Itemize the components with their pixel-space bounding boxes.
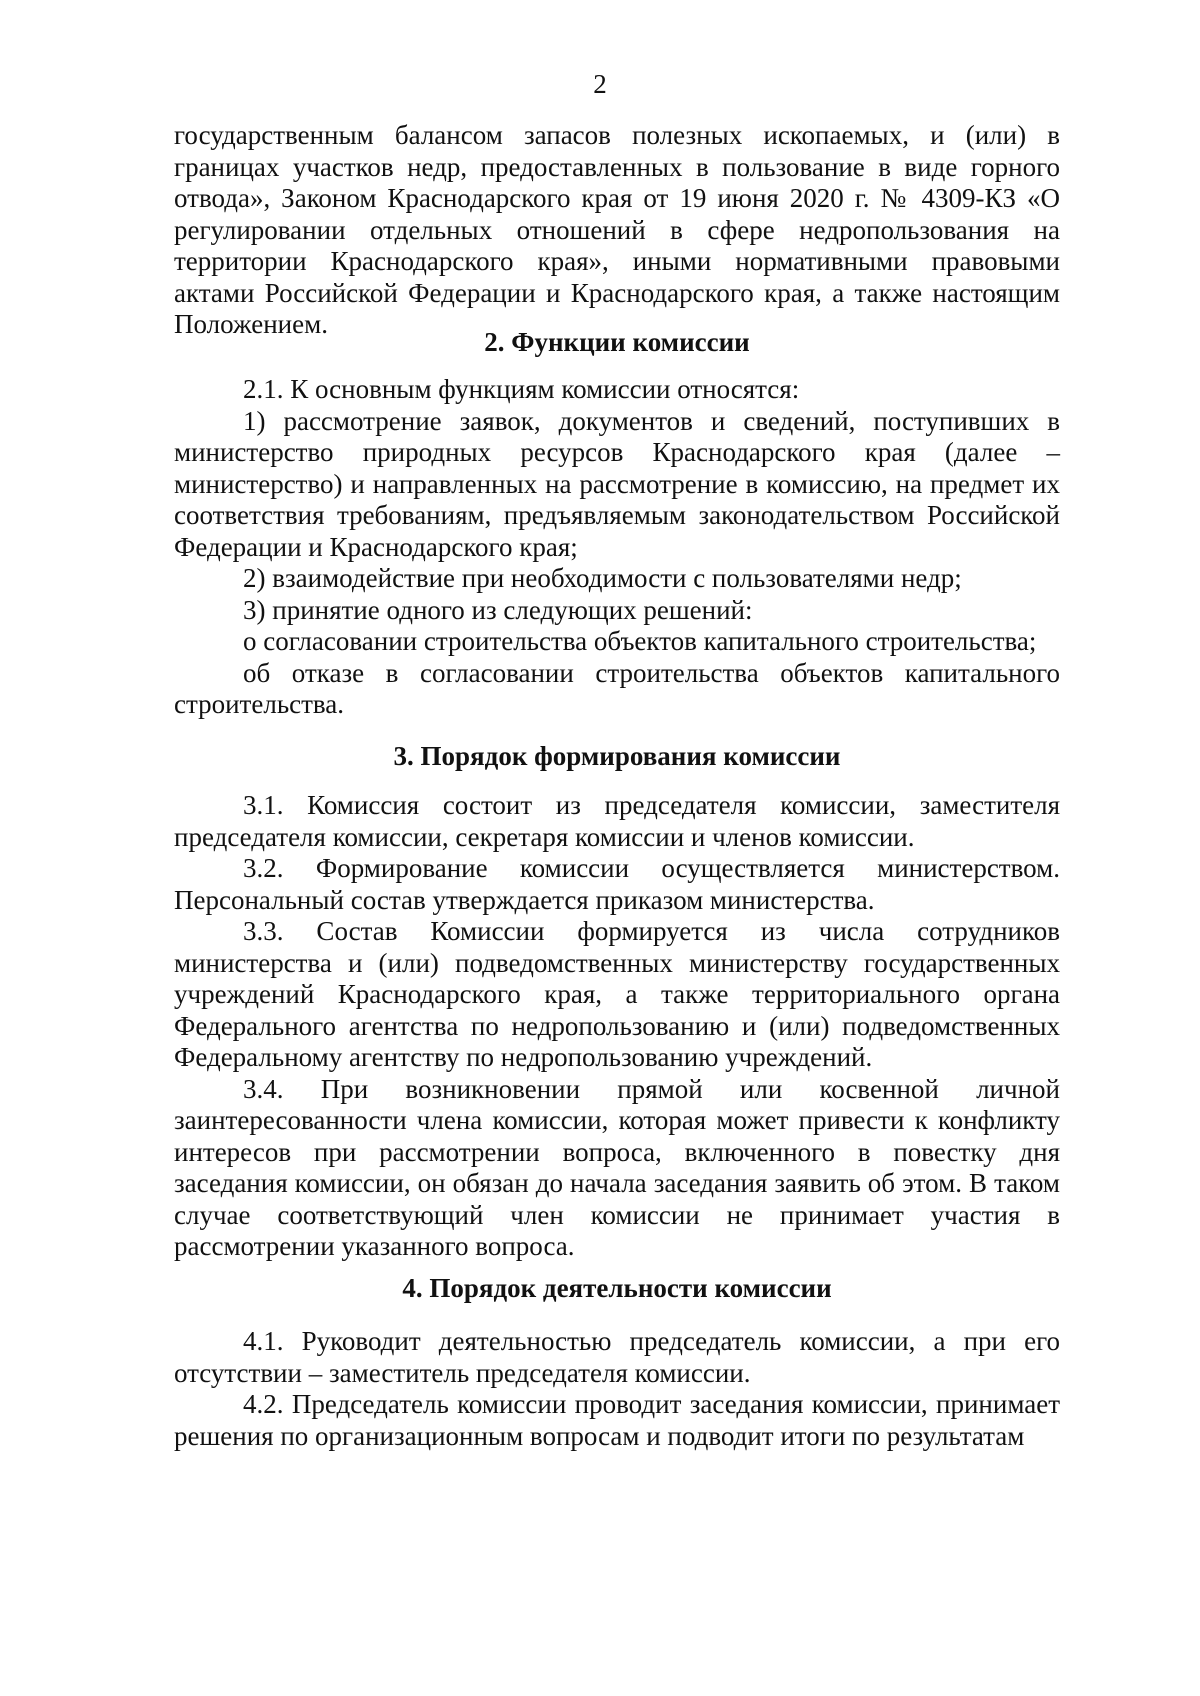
paragraph-4-1: 4.1. Руководит деятельностью председатель комиссии, а при его отсутствии – заместитель председателя комиссии. [174, 1326, 1060, 1388]
decision-refuse: об отказе в согласовании строительства объектов капитального строительства. [174, 657, 1060, 719]
intro-paragraph: государственным балансом запасов полезных ископаемых, и (или) в границах участков недр, предоставленных в пользование в виде горного отвода», Законом Краснодарского края от 19 июня 2020 г. № 4309-КЗ «О регулировании отдельных отношений в сфере недропользования на территории Краснодарского края», иными нормативными правовыми актами Российской Федерации и Краснодарского края, а также настоящим Положением. [174, 120, 1060, 339]
section-4-heading: 4. Порядок деятельности комиссии [402, 1273, 832, 1303]
list-item-3: 3) принятие одного из следующих решений: [243, 594, 753, 625]
paragraph-4-2: 4.2. Председатель комиссии проводит заседания комиссии, принимает решения по организационным вопросам и подводит итоги по результатам [174, 1389, 1060, 1451]
section-4 [174, 1272, 1060, 1304]
intro-block [174, 120, 1060, 341]
list-item-2: 2) взаимодействие при необходимости с пользователями недр; [243, 563, 962, 593]
section-2-body [174, 374, 1060, 721]
paragraph-3-1: 3.1. Комиссия состоит из председателя комиссии, заместителя председателя комиссии, секретаря комиссии и членов комиссии. [174, 790, 1060, 852]
decision-approve: о согласовании строительства объектов капитального строительства; [243, 626, 1037, 656]
page-number: 2 [593, 69, 607, 99]
list-item-1: 1) рассмотрение заявок, документов и сведений, поступивших в министерство природных ресурсов Краснодарского края (далее – министерство) и направленных на рассмотрение в комиссию, на предмет их соответствия требованиям, предъявляемым законодательством Российской Федерации и Краснодарского края; [174, 405, 1060, 562]
section-3-heading: 3. Порядок формирования комиссии [393, 741, 841, 771]
paragraph-3-2: 3.2. Формирование комиссии осуществляется министерством. Персональный состав утверждается приказом министерства. [174, 853, 1060, 915]
paragraph-2-1: 2.1. К основным функциям комиссии относятся: [243, 374, 800, 404]
section-2-heading: 2. Функции комиссии [484, 327, 750, 357]
paragraph-3-4: 3.4. При возникновении прямой или косвенной личной заинтересованности члена комиссии, которая может привести к конфликту интересов при рассмотрении вопроса, включенного в повестку дня заседания комиссии, он обязан до начала заседания заявить об этом. В таком случае соответствующий член комиссии не принимает участия в рассмотрении указанного вопроса. [174, 1073, 1060, 1261]
section-3 [174, 740, 1060, 772]
section-2 [174, 326, 1060, 358]
section-4-body [174, 1326, 1060, 1452]
section-3-body [174, 790, 1060, 1263]
paragraph-3-3: 3.3. Состав Комиссии формируется из числа сотрудников министерства и (или) подведомственных министерству государственных учреждений Краснодарского края, а также территориального органа Федерального агентства по недропользованию и (или) подведомственных Федеральному агентству по недропользованию учреждений. [174, 916, 1060, 1072]
